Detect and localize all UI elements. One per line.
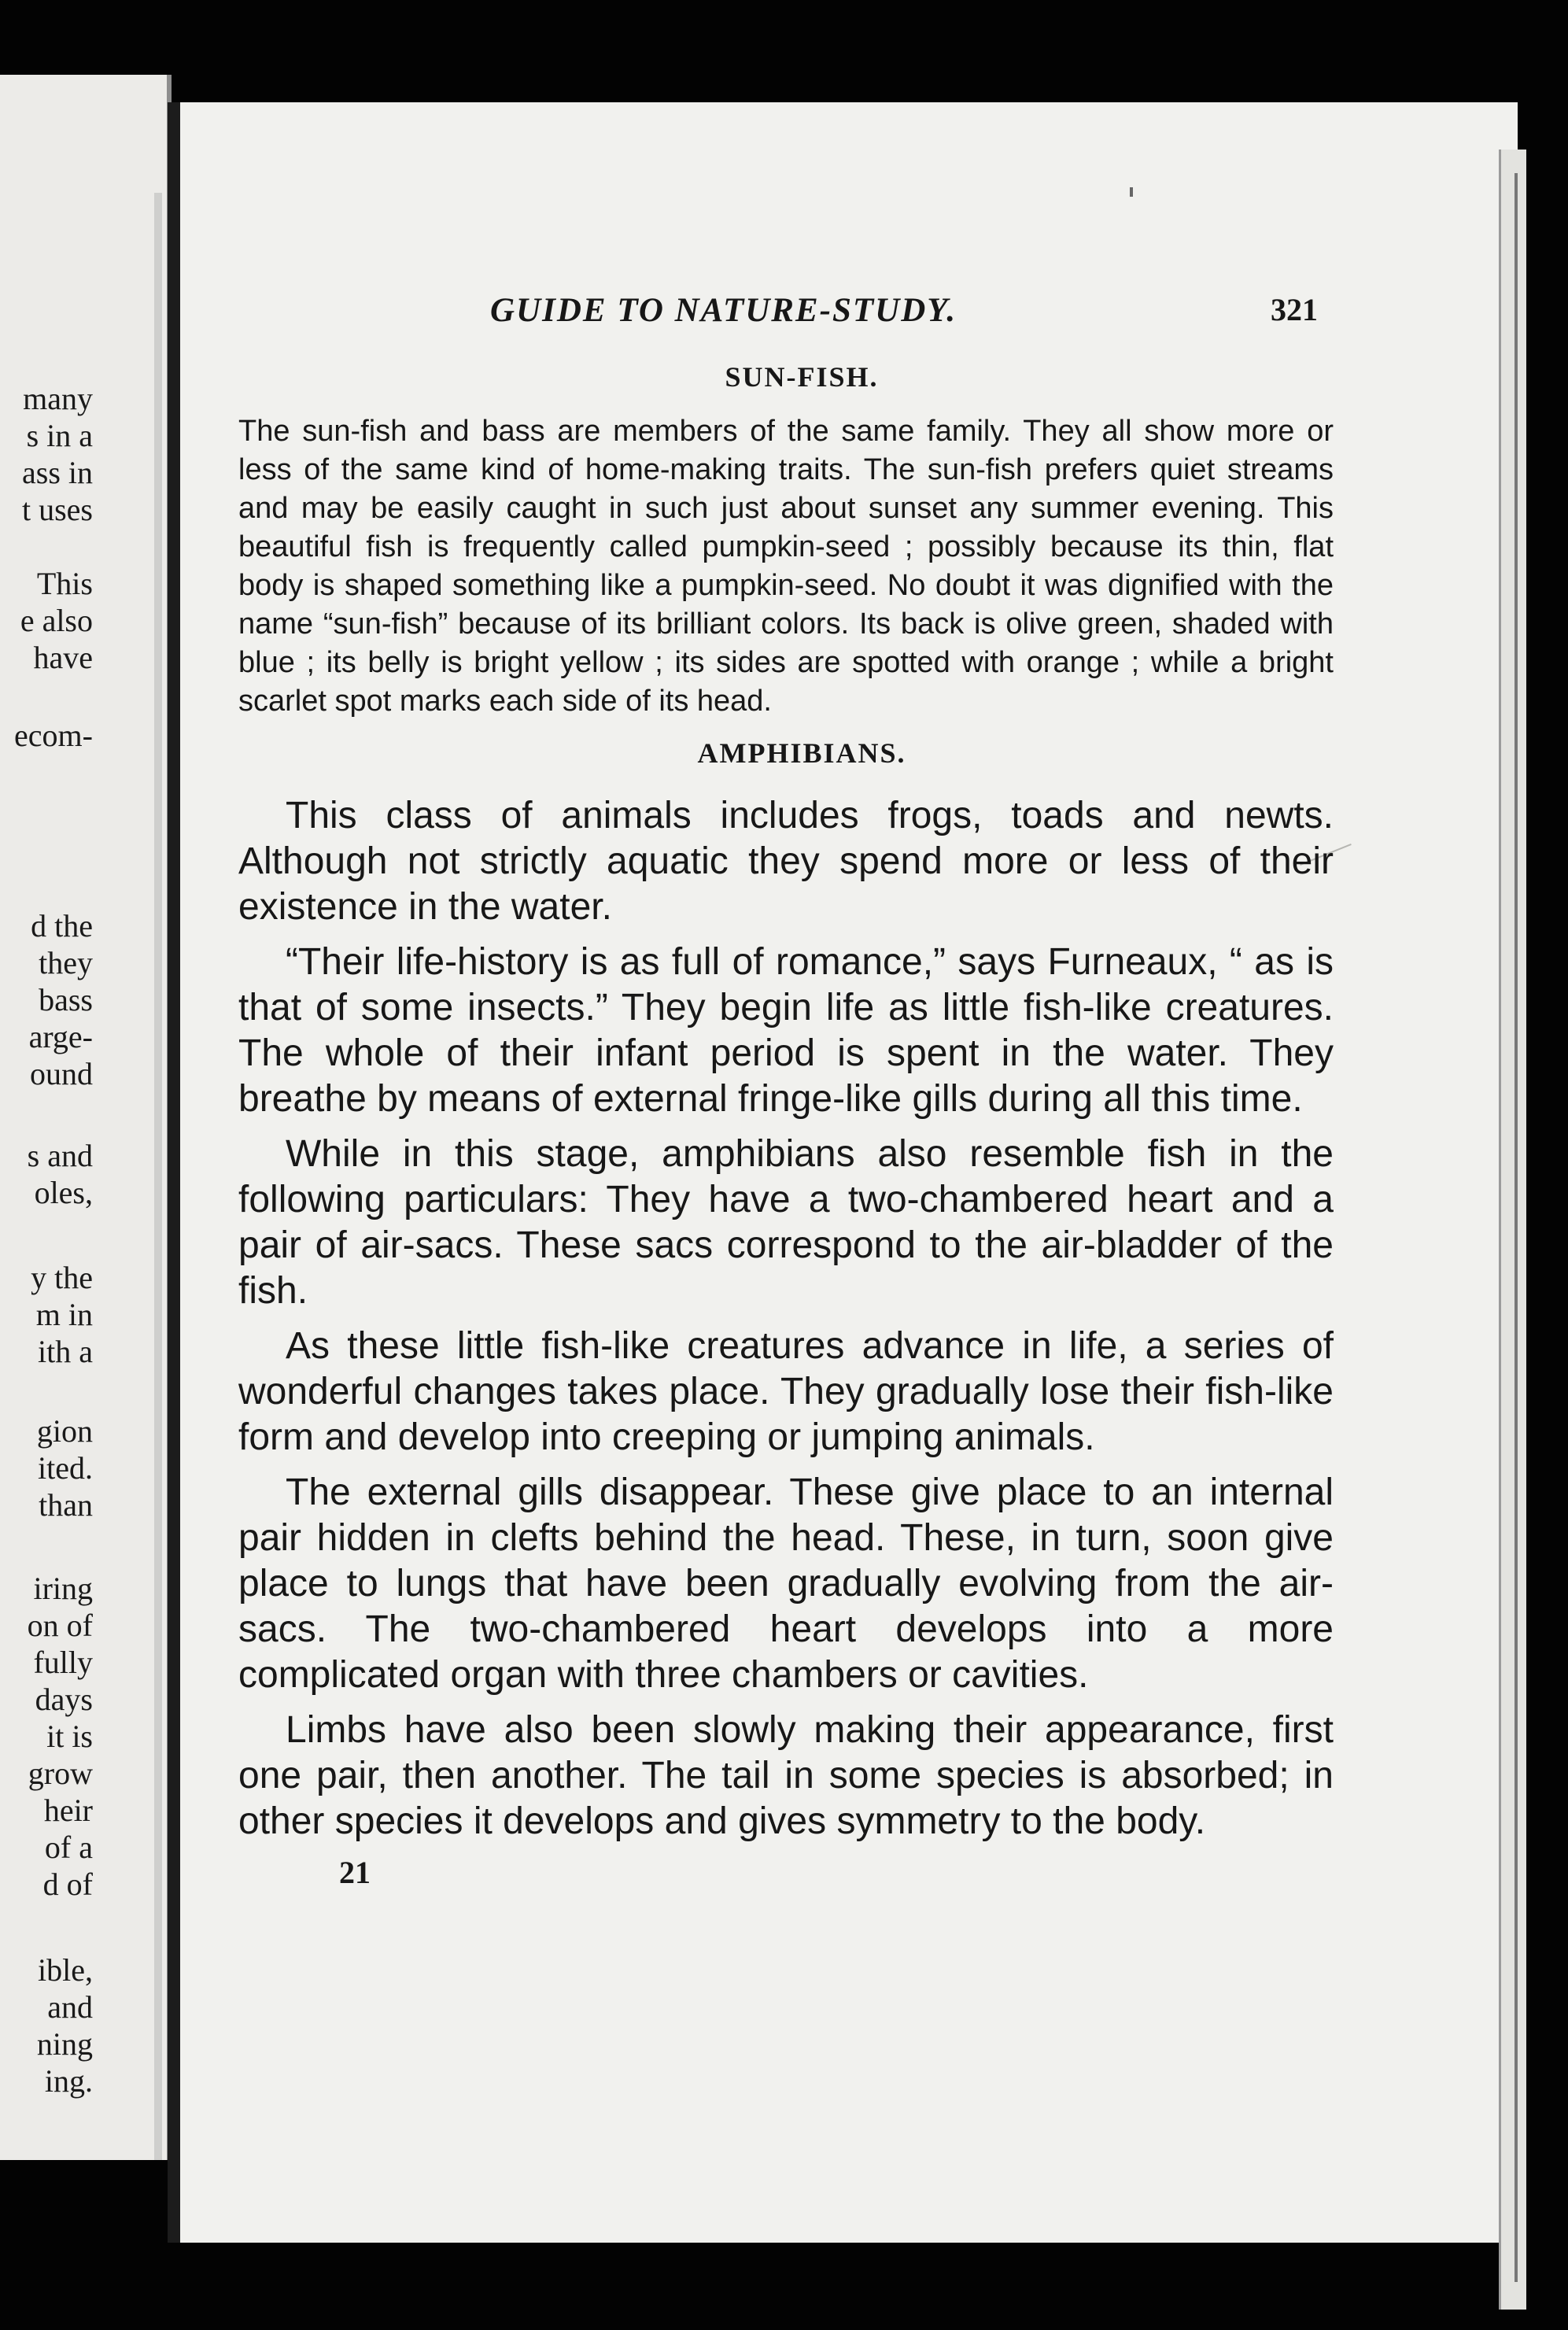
left-fragment-line: and: [47, 1989, 93, 2025]
body-paragraph: Limbs have also been slowly making their appearance, first one pair, then another. The tail in some species is absorbed; in other species it develops and gives symmetry to the body.: [238, 1709, 1334, 1842]
left-fragment-line: have: [33, 640, 93, 675]
page-gutter: [154, 193, 162, 2160]
body-paragraph: The external gills disappear. These give place to an internal pair hidden in clefts behind the head. These, in turn, soon give place to lungs that have been gradually evolving from the air-sacs. The two-chambered heart develops into a more complicated organ with three chambers or cavities.: [238, 1471, 1334, 1696]
left-fragment-line: many: [23, 381, 93, 416]
scan-speck: [1130, 187, 1133, 197]
left-page-fragment: [0, 75, 172, 2160]
left-fragment-line: This: [36, 566, 93, 601]
left-fragment-line: ning: [36, 2026, 93, 2062]
left-fragment-line: e also: [20, 603, 93, 638]
left-fragment-line: gion: [36, 1413, 93, 1449]
body-paragraph: “Their life-history is as full of romance,” says Furneaux, “ as is that of some insects.” They begin life as little fish-like creatures. The whole of their infant period is spent in the water. They breathe by means of external fringe-like gills during all this time.: [238, 941, 1334, 1120]
left-fragment-line: fully: [33, 1645, 93, 1680]
left-fragment-line: ing.: [44, 2063, 93, 2099]
left-fragment-line: grow: [28, 1756, 93, 1791]
section-heading-amphibians: AMPHIBIANS.: [697, 737, 906, 769]
body-paragraph: As these little fish-like creatures advance in life, a series of wonderful changes takes place. They gradually lose their fish-like form and develop into creeping or jumping animals.: [238, 1325, 1334, 1458]
left-fragment-line: ecom-: [14, 718, 93, 753]
page-number: 321: [1271, 292, 1318, 327]
left-fragment-line: on of: [27, 1608, 93, 1643]
left-fragment-line: ound: [30, 1056, 93, 1091]
page-edge: [1499, 150, 1526, 2310]
left-fragment-line: m in: [35, 1297, 93, 1332]
left-fragment-line: d the: [31, 908, 93, 943]
left-fragment-line: heir: [43, 1793, 93, 1828]
left-fragment-line: s in a: [26, 418, 93, 453]
left-fragment-line: iring: [33, 1571, 93, 1606]
running-head: [238, 291, 1334, 338]
left-fragment-line: s and: [27, 1138, 93, 1173]
left-fragment-line: ass in: [22, 455, 93, 490]
page-edge-shadow: [1515, 173, 1518, 2282]
left-fragment-line: of a: [44, 1830, 93, 1865]
left-fragment-line: oles,: [34, 1175, 93, 1210]
body-paragraph: While in this stage, amphibians also resemble fish in the following particulars: They have a two-chambered heart and a pair of air-sacs. These sacs correspond to the air-bladder of the fish.: [238, 1133, 1334, 1312]
section-heading-sunfish: SUN-FISH.: [725, 361, 879, 393]
sunfish-paragraph: The sun-fish and bass are members of the same family. They all show more or less of the same kind of home-making traits. The sun-fish prefers quiet streams and may be easily caught in such just about sunset any summer evening. This beautiful fish is frequently called pumpkin-seed ; possibly because its thin, flat body is shaped something like a pumpkin-seed. No doubt it was dignified with the name “sun-fish” because of its brilliant colors. Its back is olive green, shaded with blue ; its belly is bright yellow ; its sides are spotted with orange ; while a bright scarlet spot marks each side of its head.: [238, 415, 1334, 718]
left-fragment-line: t uses: [22, 492, 93, 527]
left-fragment-line: it is: [46, 1719, 93, 1754]
signature-mark: 21: [339, 1855, 371, 1890]
running-title: GUIDE TO NATURE-STUDY.: [490, 292, 957, 329]
left-fragment-line: they: [39, 945, 93, 980]
left-fragment-line: d of: [42, 1867, 93, 1902]
left-fragment-line: than: [39, 1487, 93, 1523]
left-fragment-line: y the: [31, 1260, 93, 1295]
left-fragment-line: arge-: [28, 1019, 93, 1054]
left-fragment-line: bass: [39, 982, 93, 1017]
page-text-block: [238, 291, 1334, 1891]
body-paragraph: This class of animals includes frogs, toads and newts. Although not strictly aquatic they spend more or less of their existence in the water.: [238, 795, 1334, 928]
left-fragment-line: days: [35, 1682, 93, 1717]
left-fragment-line: ited.: [38, 1450, 93, 1486]
left-fragment-line: ith a: [38, 1334, 93, 1369]
left-fragment-line: ible,: [38, 1952, 93, 1988]
